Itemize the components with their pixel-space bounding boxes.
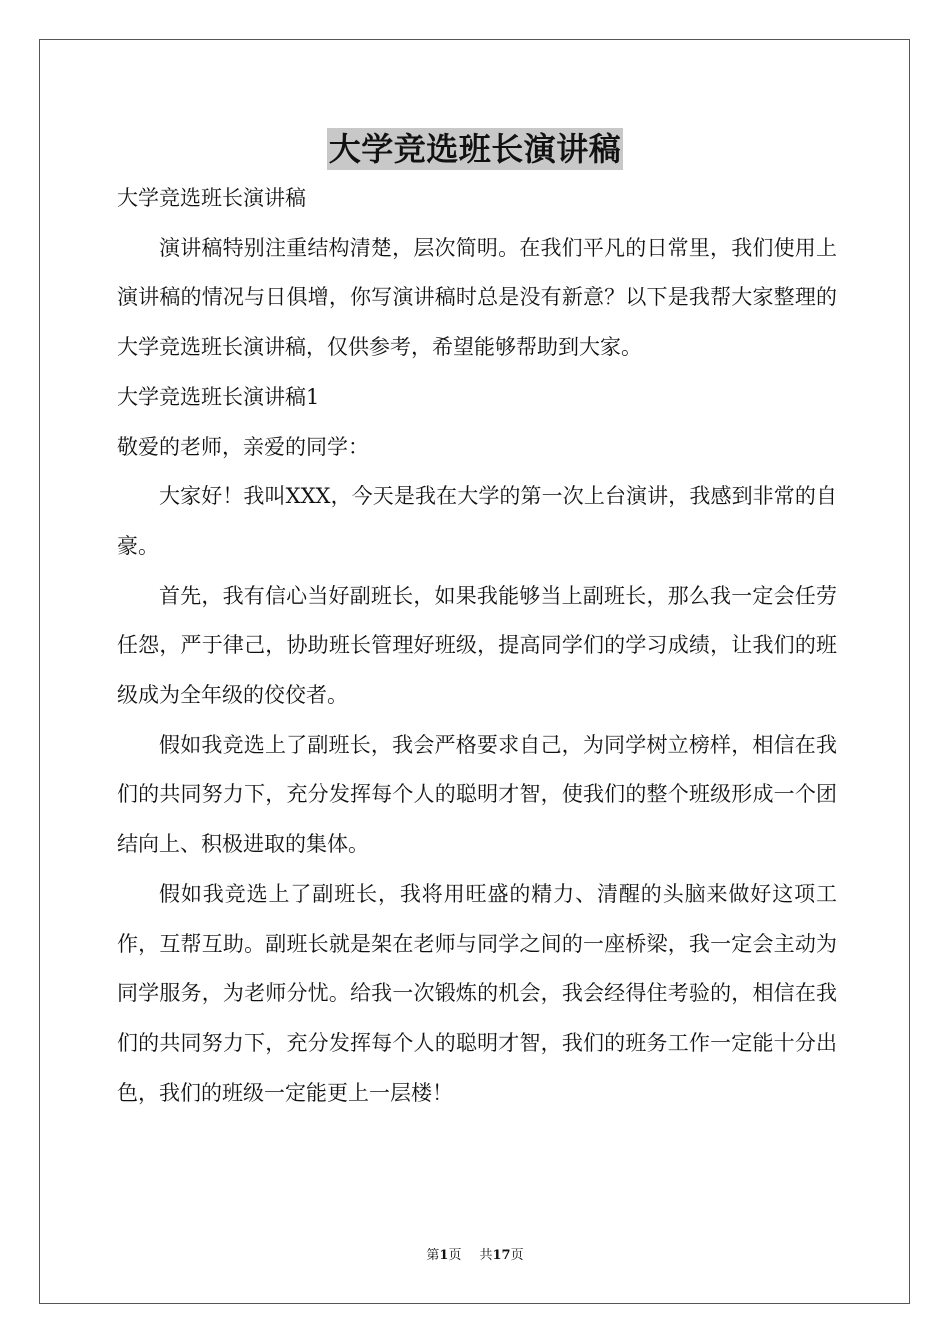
- document-title: 大学竞选班长演讲稿: [328, 130, 622, 168]
- paragraph-greeting: 大家好！我叫XXX，今天是我在大学的第一次上台演讲，我感到非常的自豪。: [117, 484, 837, 558]
- page-footer: [0, 1246, 950, 1266]
- page-label-prefix: 第: [426, 1248, 440, 1263]
- page-number: 1: [439, 1248, 449, 1263]
- paragraph-body: 首先，我有信心当好副班长，如果我能够当上副班长，那么我一定会任劳任怨，严于律己，协助班长管理好班级，提高同学们的学习成绩，让我们的班级成为全年级的佼佼者。: [117, 583, 837, 708]
- paragraph-intro: 演讲稿特别注重结构清楚，层次简明。在我们平凡的日常里，我们使用上演讲稿的情况与日俱增，你写演讲稿时总是没有新意？以下是我帮大家整理的大学竞选班长演讲稿，仅供参考，希望能够帮助到大家。: [117, 235, 837, 360]
- paragraph-salutation: 敬爱的老师，亲爱的同学：: [117, 434, 369, 459]
- total-label-prefix: 共: [479, 1248, 493, 1263]
- title-container: [0, 128, 950, 170]
- document-body: [117, 174, 837, 1118]
- section-heading: 大学竞选班长演讲稿1: [117, 384, 320, 409]
- paragraph-heading: 大学竞选班长演讲稿: [117, 186, 306, 210]
- total-pages: 17: [492, 1248, 511, 1263]
- page-label-suffix: 页: [448, 1248, 462, 1263]
- total-label-suffix: 页: [510, 1248, 524, 1263]
- paragraph-body: 假如我竞选上了副班长，我将用旺盛的精力、清醒的头脑来做好这项工作，互帮互助。副班长就是架在老师与同学之间的一座桥梁，我一定会主动为同学服务，为老师分忧。给我一次锻炼的机会，我会经得住考验的，相信在我们的共同努力下，充分发挥每个人的聪明才智，我们的班务工作一定能十分出色，我们的班级一定能更上一层楼！: [117, 881, 837, 1105]
- paragraph-body: 假如我竞选上了副班长，我会严格要求自己，为同学树立榜样，相信在我们的共同努力下，充分发挥每个人的聪明才智，使我们的整个班级形成一个团结向上、积极进取的集体。: [117, 732, 837, 857]
